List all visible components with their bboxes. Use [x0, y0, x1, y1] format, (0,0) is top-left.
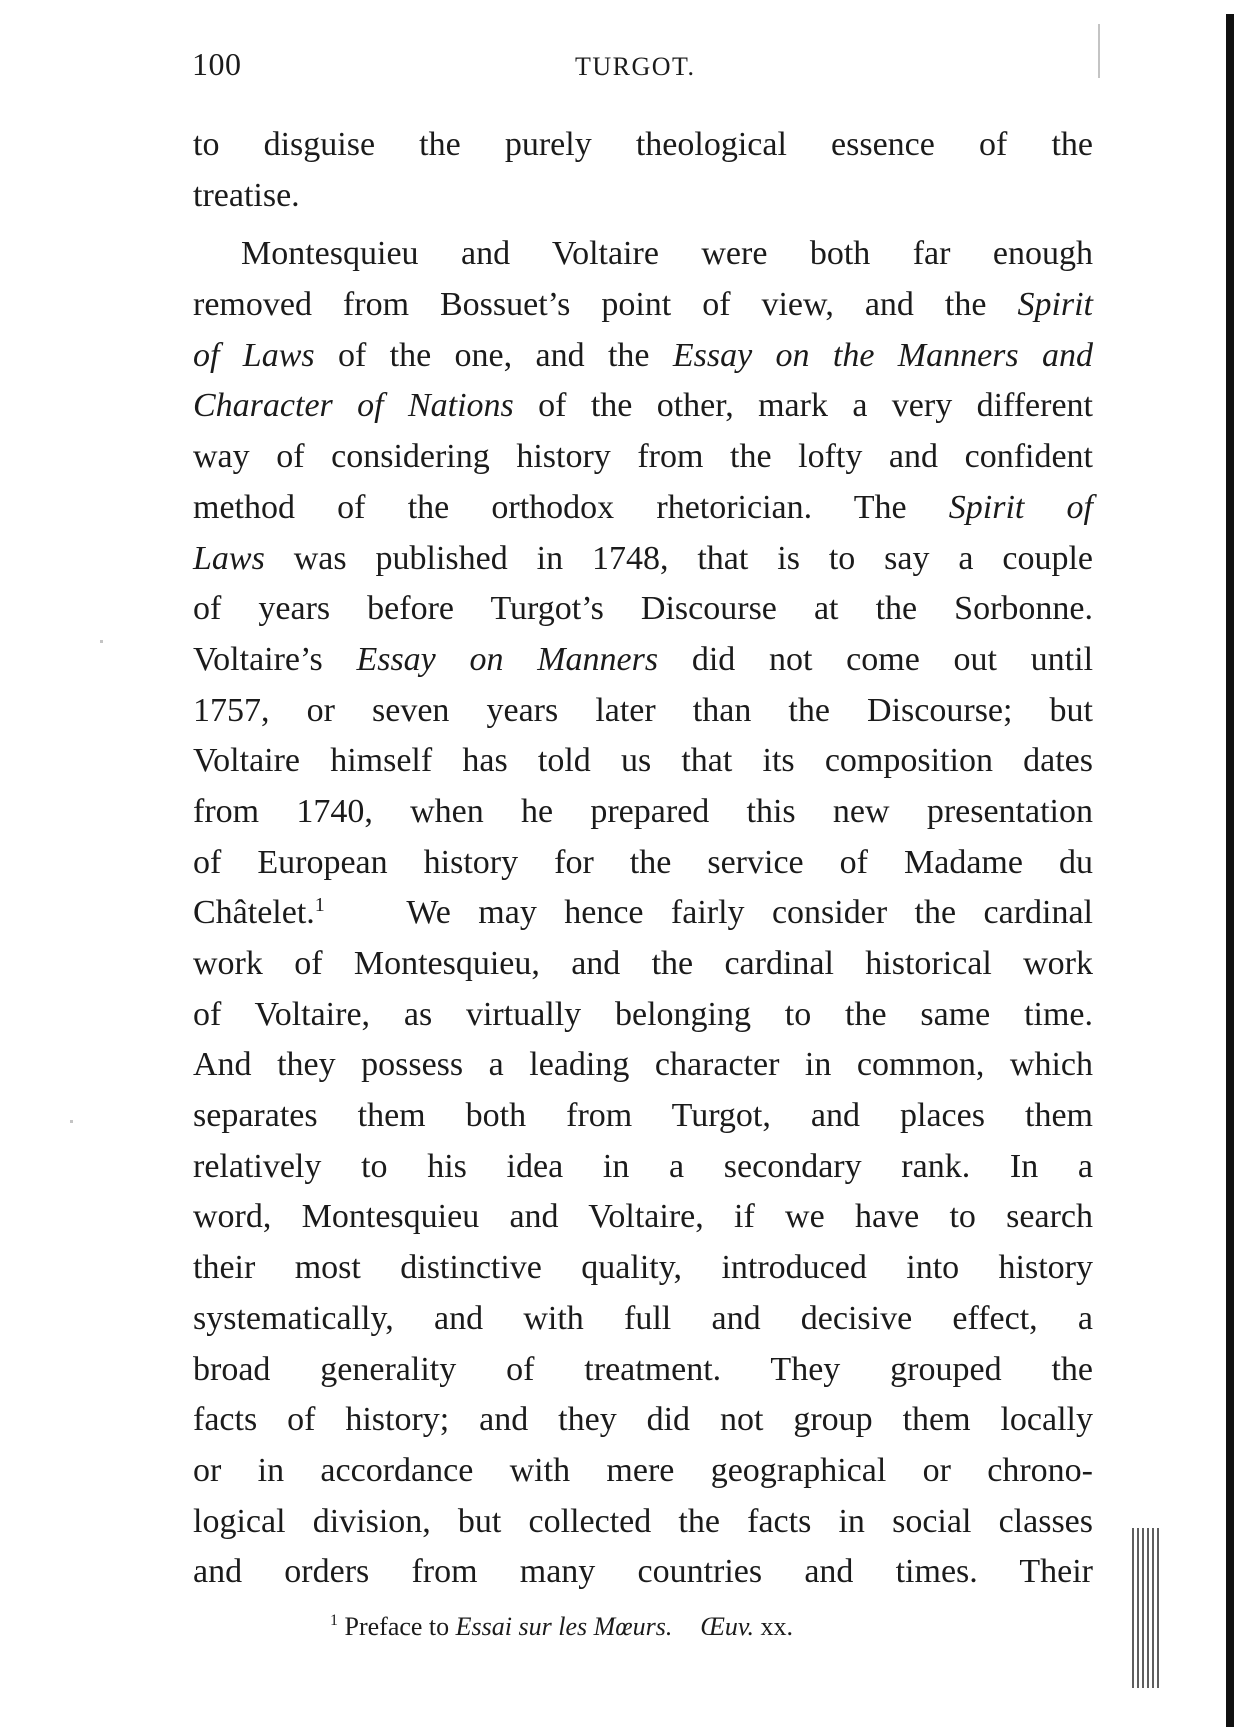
text-line: logical division, but collected the facts in social classes [193, 1502, 1093, 1540]
text-line: way of considering history from the lofty and confident [193, 438, 1093, 476]
scan-speck [100, 640, 103, 643]
text-line: of years before Turgot’s Discourse at the Sorbonne. [193, 590, 1093, 628]
text-line: of Voltaire, as virtually belonging to the same time. [193, 995, 1093, 1033]
text-line: and orders from many countries and times. Their [193, 1553, 1093, 1591]
page-edge-shadow [1226, 14, 1234, 1727]
text-line: Montesquieu and Voltaire were both far enough [241, 235, 1093, 273]
running-title: TURGOT. [575, 52, 696, 81]
text-line: or in accordance with mere geographical or chrono- [193, 1451, 1093, 1489]
footnote-reference: 1 [314, 894, 325, 917]
text-line: work of Montesquieu, and the cardinal historical work [193, 945, 1093, 982]
body-text [193, 120, 1093, 1598]
text-line: broad generality of treatment. They grouped the [193, 1350, 1093, 1388]
footnote-text: Preface to [344, 1612, 450, 1641]
text-line: of European history for the service of Madame du [193, 843, 1093, 881]
italic-title: Spirit [1017, 286, 1094, 324]
italic-title: of Laws [193, 336, 315, 374]
text-line: systematically, and with full and decisive effect, a [193, 1299, 1093, 1337]
scan-speck [1098, 24, 1100, 78]
text-line: Laws was published in 1748, that is to say a couple [193, 539, 1094, 577]
italic-title: Essay on the Manners and [672, 336, 1093, 374]
italic-title: Spirit of [948, 488, 1093, 526]
page-number: 100 [192, 46, 242, 82]
text-line: And they possess a leading character in common, which [193, 1046, 1093, 1084]
text-line: method of the orthodox rhetorician. The Spirit of [193, 488, 1093, 526]
footnote-volume: xx. [760, 1612, 794, 1641]
text-line: 1757, or seven years later than the Discourse; but [193, 691, 1093, 729]
text-line: Voltaire himself has told us that its composition dates [193, 742, 1093, 780]
footnote-abbrev: Œuv. [700, 1612, 755, 1641]
text-line: removed from Bossuet’s point of view, and the Spirit [193, 286, 1094, 324]
footnote [330, 1612, 793, 1642]
text-line: of Laws of the one, and the Essay on the Manners and [193, 336, 1093, 374]
text-line: word, Montesquieu and Voltaire, if we have to search [193, 1198, 1093, 1236]
text-line: their most distinctive quality, introduced into history [193, 1249, 1093, 1287]
scan-speck [70, 1120, 73, 1123]
text-line: Châtelet.$^1$ We may hence fairly consider the cardinal [193, 894, 1093, 932]
binding-marks [1132, 1528, 1160, 1688]
text-line: treatise. [193, 176, 300, 214]
text-line: from 1740, when he prepared this new presentation [193, 792, 1093, 830]
text-line: Character of Nations of the other, mark a very different [193, 387, 1093, 425]
italic-title: Character of Nations [193, 387, 514, 425]
italic-title: Laws [193, 539, 265, 577]
italic-title: Essay on Manners [356, 640, 659, 678]
text-line: Voltaire’s Essay on Manners did not come out until [193, 640, 1094, 678]
text-line: facts of history; and they did not group them locally [193, 1401, 1093, 1439]
text-line: relatively to his idea in a secondary rank. In a [193, 1147, 1093, 1185]
footnote-marker: 1 [330, 1612, 338, 1629]
footnote-title: Essai sur les Mœurs. [455, 1612, 673, 1641]
text-line: separates them both from Turgot, and places them [193, 1097, 1093, 1135]
text-line: to disguise the purely theological essence of the [193, 126, 1093, 163]
